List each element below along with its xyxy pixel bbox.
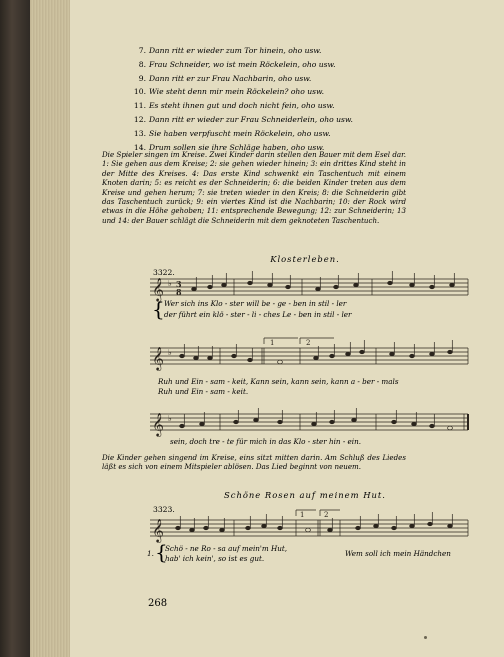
verse-line: 13. Sie haben verpfuscht mein Röckelein, oho usw. [133, 128, 331, 138]
volta-1-label: 1 [300, 511, 305, 519]
lyrics-line: Ruh und Ein - sam - keit, Kann sein, kann sein, kann a - ber - mals [158, 377, 399, 386]
verse-line: 9. Dann ritt er zur Frau Nachbarin, oho usw. [138, 73, 312, 83]
song-title: Klosterleben. [270, 254, 340, 264]
lyrics-block [152, 299, 472, 323]
time-signature-top: 3 [176, 279, 182, 289]
page-edges [30, 0, 71, 657]
game-instructions-paragraph: Die Spieler singen im Kreise. Zwei Kinder darin stellen den Bauer mit dem Esel dar. 1: Sie gehen aus dem Kreise; 2: sie gehen wieder hinein; 3: ein drittes Kind steht in der Mitte des Kreises. 4: Das erste Kind schwenkt ein Taschentuch mit einem Knoten darin; 5: es reicht es der Schneiderin; 6: die beiden Kinder treten aus dem Kreise und gehen herum; 7: sie treten wieder in den Kreis; 8: die Schneiderin gibt das Taschentuch zurück; 9: ein viertes Kind ist die Nachbarin; 10: der Rock wird etwas in die Höhe gehoben; 11: entsprechende Bewegung; 12: zur Schneiderin; 13 und 14: der Bauer schlägt die Schneiderin mit dem geknoteten Taschentuch. [102, 150, 406, 225]
lyrics-line: hab' ich kein', so ist es gut. [165, 554, 265, 563]
lyrics-line: Wem soll ich mein Händchen [345, 549, 451, 558]
verse-list [130, 44, 430, 154]
volta-2-label: 2 [306, 339, 311, 347]
book-spine [0, 0, 30, 657]
verse-line: 8. Frau Schneider, wo ist mein Röckelein, oho usw. [138, 59, 336, 69]
lyrics-line: der führt ein klö - ster - li - ches Le - ben in stil - ler [164, 310, 352, 319]
lyrics-block [147, 540, 477, 568]
lyrics-line: Ruh und Ein - sam - keit. [158, 387, 249, 396]
verse-line: 12. Dann ritt er wieder zur Frau Schneiderlein, oho usw. [133, 114, 353, 124]
flat-icon: ♭ [168, 347, 172, 357]
song-title: Schöne Rosen auf meinem Hut. [224, 490, 386, 500]
game-instructions-paragraph: Die Kinder gehen singend im Kreise, eins sitzt mitten darin. Am Schluß des Liedes läßt es sich von einem Mitspieler ablösen. Das Lied beginnt von neuem. [102, 453, 406, 472]
lyrics-line: sein, doch tre - te für mich in das Klo - ster hin - ein. [170, 437, 362, 446]
verse-line: 14. Drum sollen sie ihre Schläge haben, oho usw. [133, 142, 325, 152]
volta-2-label: 2 [324, 511, 329, 519]
lyrics-line: Wer sich ins Klo - ster will be - ge - ben in stil - ler [164, 299, 347, 308]
verse-line: 10. Wie steht denn mir mein Röckelein? oho usw. [133, 87, 325, 97]
brace: { [152, 297, 165, 321]
note-group [180, 408, 453, 430]
paper-speck [424, 636, 427, 639]
page-number: 268 [148, 598, 168, 609]
lyrics-block [158, 377, 478, 401]
verse-line: 11. Es steht ihnen gut und doch nicht fein, oho usw. [133, 101, 335, 111]
treble-clef-icon: 𝄞 [152, 346, 164, 370]
treble-clef-icon: 𝄞 [152, 412, 164, 436]
lyrics-block [170, 437, 470, 449]
treble-clef-icon: 𝄞 [152, 518, 164, 542]
time-signature-bottom: 8 [176, 287, 182, 297]
flat-icon: ♭ [168, 278, 172, 288]
lyrics-line: Schö - ne Ro - sa auf mein'm Hut, [165, 544, 288, 553]
music-staff [150, 339, 470, 376]
brace: { [155, 540, 168, 564]
verse-line: 7. Dann ritt er wieder zum Tor hinein, oho usw. [138, 46, 322, 55]
verse-number: 1. [147, 549, 154, 558]
volta-1-label: 1 [270, 339, 275, 347]
song-number: 3323. [153, 505, 175, 514]
treble-clef-icon: 𝄞 [152, 277, 164, 301]
flat-icon: ♭ [168, 413, 172, 423]
song-number: 3322. [153, 268, 175, 277]
